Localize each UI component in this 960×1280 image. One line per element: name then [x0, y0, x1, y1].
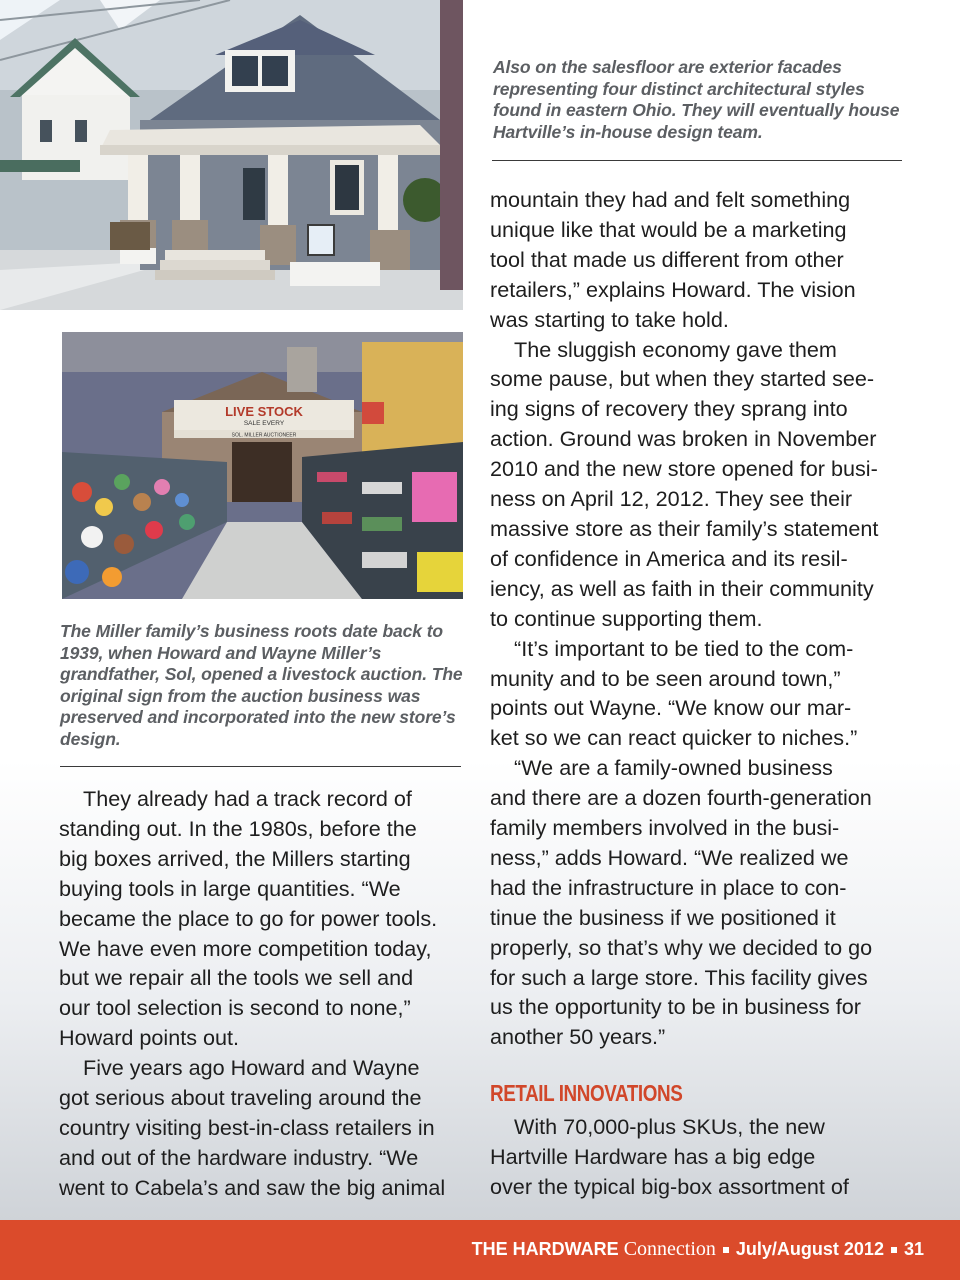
body-line: big boxes arrived, the Millers starting [59, 845, 411, 871]
body-line: us the opportunity to be in business for [490, 994, 861, 1020]
body-line: retailers,” explains Howard. The vision [490, 276, 856, 302]
body-line: “We are a family-owned business [514, 755, 833, 781]
caption-family-roots: The Miller family’s business roots date back to 1939, when Howard and Wayne Miller’s grandfather, Sol, opened a livestock auction. The original sign from the auction business was preserved and incorporated into the new store’s design. [60, 621, 463, 749]
article-column-right-continued [490, 1112, 910, 1202]
body-line: properly, so that’s why we decided to go [490, 934, 873, 960]
body-line: some pause, but when they started see- [490, 366, 875, 392]
body-line: “It’s important to be tied to the com- [514, 635, 854, 661]
body-line: tool that made us different from other [490, 246, 844, 272]
body-line: ness,” adds Howard. “We realized we [490, 844, 849, 870]
body-line: points out Wayne. “We know our mar- [490, 695, 852, 721]
magazine-name-bold: THE HARDWARE [471, 1239, 619, 1259]
body-line: family members involved in the busi- [490, 815, 840, 841]
livestock-sign-photo [62, 332, 463, 599]
magazine-name-serif: Connection [623, 1238, 716, 1260]
footer-folio [472, 1238, 924, 1261]
body-line: had the infrastructure in place to con- [490, 874, 847, 900]
body-line: Howard points out. [59, 1025, 240, 1051]
caption-divider-middle [60, 766, 461, 767]
body-line: was starting to take hold. [490, 306, 729, 332]
body-line: got serious about traveling around the [59, 1085, 422, 1111]
sign-text-line2: SALE EVERY [243, 420, 285, 427]
body-line: buying tools in large quantities. “We [59, 875, 401, 901]
house-facade-photo [0, 0, 463, 310]
body-line: another 50 years.” [490, 1024, 666, 1050]
body-line: ness on April 12, 2012. They see their [490, 486, 853, 512]
body-line: became the place to go for power tools. [59, 905, 438, 931]
body-line: went to Cabela’s and saw the big animal [59, 1174, 446, 1200]
body-line: to continue supporting them. [490, 605, 763, 631]
body-line: massive store as their family’s statement [490, 515, 879, 541]
body-line: of confidence in America and its resil- [490, 545, 848, 571]
body-line: our tool selection is second to none,” [59, 995, 411, 1021]
body-line: With 70,000-plus SKUs, the new [514, 1114, 825, 1139]
body-line: The sluggish economy gave them [514, 336, 837, 362]
body-line: munity and to be seen around town,” [490, 665, 841, 691]
body-line: Hartville Hardware has a big edge [490, 1143, 816, 1169]
body-line: They already had a track record of [83, 786, 412, 811]
body-line: ket so we can react quicker to niches.” [490, 725, 858, 751]
body-line: ing signs of recovery they sprang into [490, 396, 848, 422]
article-column-left [59, 784, 471, 1203]
body-line: but we repair all the tools we sell and [59, 965, 414, 991]
body-line: and there are a dozen fourth-generation [490, 785, 872, 811]
body-line: tinue the business if we positioned it [490, 904, 836, 930]
article-column-right [490, 185, 910, 1052]
body-line: action. Ground was broken in November [490, 426, 877, 452]
body-line: and out of the hardware industry. “We [59, 1144, 419, 1170]
issue-date: July/August 2012 [735, 1239, 884, 1259]
sign-text-line3: SOL. MILLER AUCTIONEER [231, 432, 297, 439]
caption-divider-top [492, 160, 902, 161]
body-line: iency, as well as faith in their community [490, 575, 874, 601]
body-line: unique like that would be a marketing [490, 216, 847, 242]
page-number: 31 [903, 1239, 924, 1259]
body-line: 2010 and the new store opened for busi- [490, 456, 878, 482]
body-line: over the typical big-box assortment of [490, 1173, 849, 1199]
body-line: We have even more competition today, [59, 935, 432, 961]
body-line: country visiting best-in-class retailers in [59, 1114, 435, 1140]
body-line: Five years ago Howard and Wayne [83, 1055, 420, 1081]
section-heading-retail-innovations: RETAIL INNOVATIONS [490, 1080, 683, 1106]
separator-square-icon [891, 1247, 897, 1253]
separator-square-icon [723, 1247, 729, 1253]
body-line: standing out. In the 1980s, before the [59, 815, 417, 841]
body-line: mountain they had and felt something [490, 187, 851, 212]
caption-facades: Also on the salesfloor are exterior facades representing four distinct architectural styles found in eastern Ohio. They will eventually house Hartville’s in-house design team. [493, 57, 900, 142]
sign-text-line1: LIVE STOCK [225, 404, 303, 419]
body-line: for such a large store. This facility gives [490, 964, 868, 990]
